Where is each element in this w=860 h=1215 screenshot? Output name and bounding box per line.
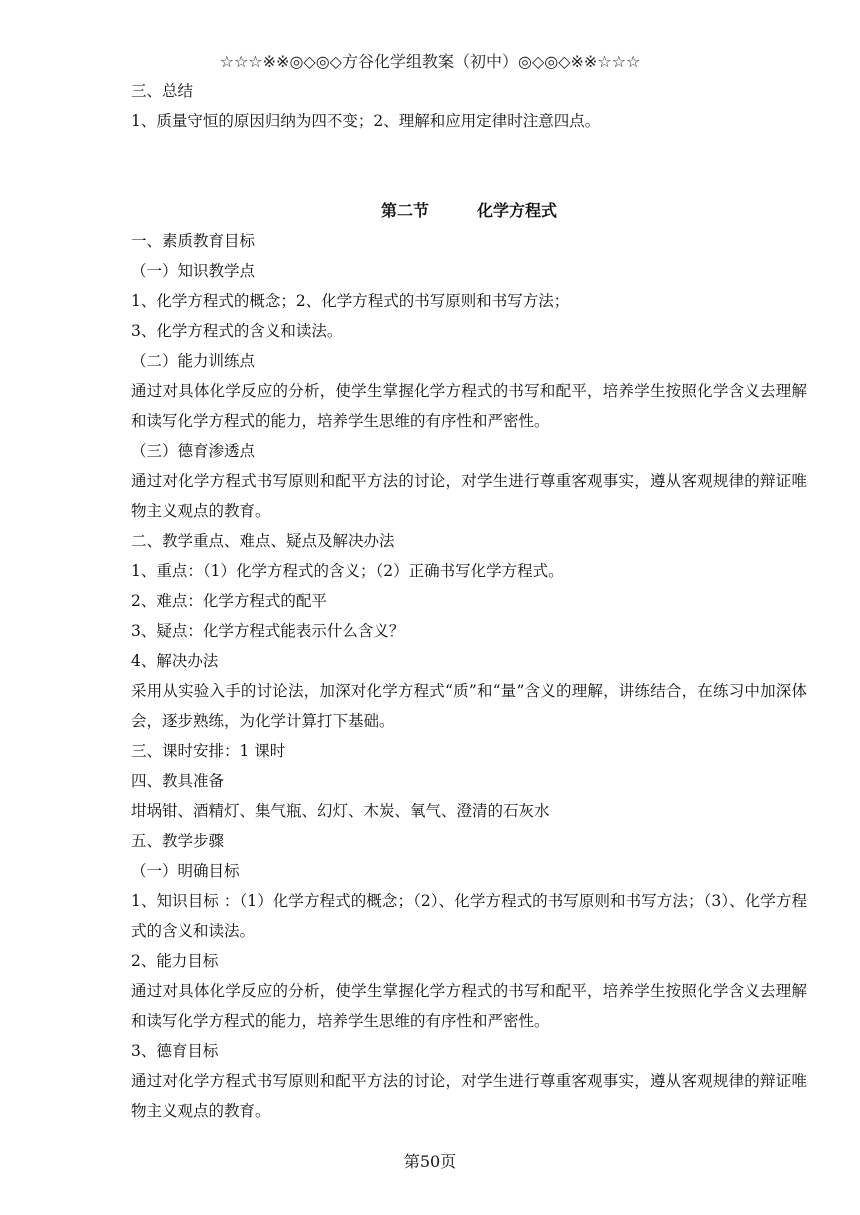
paragraph: 通过对化学方程式书写原则和配平方法的讨论，对学生进行尊重客观事实，遵从客观规律的辩证唯物主义观点的教育。 — [131, 1072, 807, 1120]
text-line: 2、难点：化学方程式的配平 — [131, 592, 327, 610]
paragraph: 通过对具体化学反应的分析，使学生掌握化学方程式的书写和配平，培养学生按照化学含义去理解和读写化学方程式的能力，培养学生思维的有序性和严密性。 — [131, 382, 807, 430]
text-line: 1、化学方程式的概念；2、化学方程式的书写原则和书写方法； — [131, 292, 570, 310]
summary-heading: 三、总结 — [131, 82, 194, 100]
text-line: 坩埚钳、酒精灯、集气瓶、幻灯、木炭、氧气、澄清的石灰水 — [131, 802, 550, 820]
section-title — [131, 196, 807, 226]
paragraph: 通过对化学方程式书写原则和配平方法的讨论，对学生进行尊重客观事实，遵从客观规律的辩证唯物主义观点的教育。 — [131, 472, 807, 520]
text-line: 4、解决办法 — [131, 652, 219, 670]
summary-text: 1、质量守恒的原因归纳为四不变；2、理解和应用定律时注意四点。 — [131, 112, 601, 130]
document-body — [131, 76, 807, 1126]
section-number: 第二节 — [380, 201, 429, 220]
text-line: 四、教具准备 — [131, 772, 225, 790]
text-line: （二）能力训练点 — [131, 352, 256, 370]
page-header: ☆☆☆※※◎◇◎◇方谷化学组教案（初中）◎◇◎◇※※☆☆☆ — [219, 52, 641, 71]
text-line: 3、疑点：化学方程式能表示什么含义？ — [131, 622, 405, 640]
paragraph: 采用从实验入手的讨论法，加深对化学方程式“质”和“量”含义的理解，讲练结合，在练习中加深体会，逐步熟练，为化学计算打下基础。 — [131, 682, 807, 730]
text-line: 二、教学重点、难点、疑点及解决办法 — [131, 532, 395, 550]
paragraph: 1、知识目标 ：（1）化学方程式的概念；（2）、化学方程式的书写原则和书写方法；（3）、化学方程式的含义和读法。 — [131, 892, 807, 940]
text-line: 五、教学步骤 — [131, 832, 225, 850]
spacer — [131, 136, 807, 196]
paragraph: 通过对具体化学反应的分析，使学生掌握化学方程式的书写和配平，培养学生按照化学含义去理解和读写化学方程式的能力，培养学生思维的有序性和严密性。 — [131, 982, 807, 1030]
text-line: （三）德育渗透点 — [131, 442, 256, 460]
text-line: 2、能力目标 — [131, 952, 219, 970]
text-line: 3、德育目标 — [131, 1042, 219, 1060]
text-line: （一）知识教学点 — [131, 262, 256, 280]
text-line: 一、素质教育目标 — [131, 232, 256, 250]
page-number: 第50页 — [403, 1152, 457, 1171]
text-line: 3、化学方程式的含义和读法。 — [131, 322, 343, 340]
section-name: 化学方程式 — [477, 201, 558, 220]
text-line: 三、课时安排：1 课时 — [131, 742, 286, 760]
text-line: （一）明确目标 — [131, 862, 240, 880]
text-line: 1、重点：（1）化学方程式的含义；（2）正确书写化学方程式。 — [131, 562, 564, 580]
